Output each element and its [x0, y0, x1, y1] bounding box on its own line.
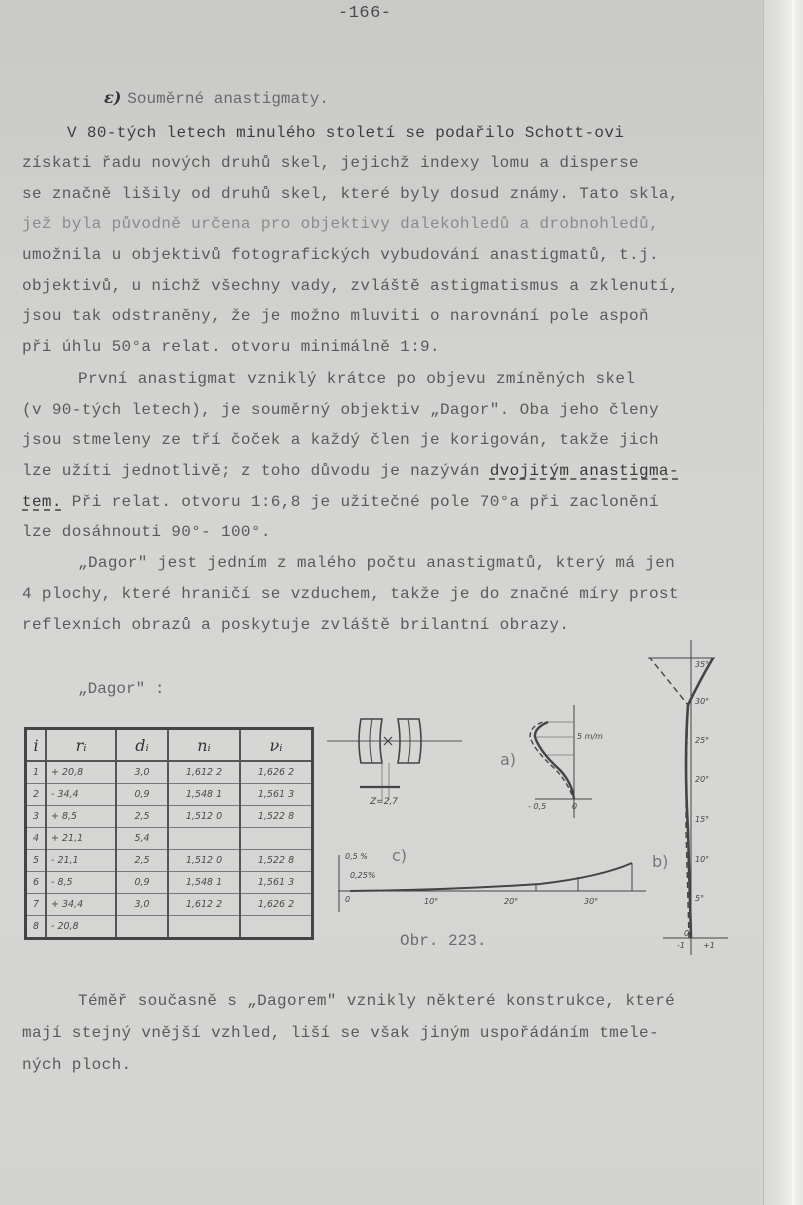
cell-r: - 8,5 [46, 872, 116, 894]
plot-b-tick-neg1: -1 [677, 941, 685, 950]
cell-n [168, 828, 240, 850]
cell-d: 0,9 [116, 784, 168, 806]
cell-i: 8 [26, 916, 47, 939]
plot-b-astigmatism [648, 640, 728, 955]
cell-r: + 34,4 [46, 894, 116, 916]
table-row [26, 784, 313, 806]
page-number: -166- [338, 4, 392, 23]
plot-b-tick-35: 35° [695, 660, 710, 669]
p1-line-5: umožnila u objektivů fotografických vybudování anastigmatů, t.j. [22, 246, 659, 264]
lens-spacing-label: Z=2,7 [370, 797, 399, 807]
cell-n: 1,512 0 [168, 806, 240, 828]
cell-v: 1,561 3 [240, 784, 313, 806]
cell-n: 1,548 1 [168, 872, 240, 894]
cell-n: 1,612 2 [168, 894, 240, 916]
plot-c-distortion [338, 855, 646, 912]
cell-i: 7 [26, 894, 47, 916]
lens-data-table [24, 727, 314, 940]
cell-r: - 20,8 [46, 916, 116, 939]
header-d: dᵢ [116, 729, 168, 762]
p1-line-4: jež byla původně určena pro objektivy dalekohledů a drobnohledů, [22, 215, 659, 233]
cell-v: 1,626 2 [240, 894, 313, 916]
cell-n [168, 916, 240, 939]
table-label: „Dagor" : [78, 680, 165, 698]
cell-n: 1,548 1 [168, 784, 240, 806]
cell-r: - 21,1 [46, 850, 116, 872]
cell-i: 5 [26, 850, 47, 872]
emphasized-term: dvojitým anastigma- [489, 462, 679, 480]
cell-d: 3,0 [116, 761, 168, 784]
plot-c-tick-10: 10° [424, 897, 439, 906]
p2-line-1: První anastigmat vzniklý krátce po objevu zmíněných skel [78, 370, 636, 388]
plot-a-tick-zero: 0 [572, 802, 578, 811]
cell-i: 4 [26, 828, 47, 850]
plot-b-tick-25: 25° [695, 736, 710, 745]
plot-c-label: c) [392, 846, 408, 865]
cell-r: + 21,1 [46, 828, 116, 850]
cell-d: 3,0 [116, 894, 168, 916]
cell-r: - 34,4 [46, 784, 116, 806]
plot-b-tick-0: 0 [684, 929, 690, 938]
table-row [26, 761, 313, 784]
plot-b-tick-15: 15° [695, 815, 710, 824]
table-row [26, 894, 313, 916]
plot-c-tick-0: 0 [345, 895, 351, 904]
table-header-row [26, 729, 313, 762]
page-edge [763, 0, 803, 1205]
table-row [26, 806, 313, 828]
cell-v: 1,522 8 [240, 850, 313, 872]
p2-line-3: jsou stmeleny ze tří čoček a každý člen je korigován, takže jich [22, 431, 659, 449]
cell-v: 1,561 3 [240, 872, 313, 894]
table-row [26, 828, 313, 850]
cell-d: 2,5 [116, 806, 168, 828]
cell-d: 5,4 [116, 828, 168, 850]
plot-b-tick-20: 20° [695, 775, 710, 784]
plot-c-tick-30: 30° [584, 897, 599, 906]
plot-b-tick-10: 10° [695, 855, 710, 864]
header-n: nᵢ [168, 729, 240, 762]
p1-line-8: při úhlu 50°a relat. otvoru minimálně 1:9. [22, 338, 440, 356]
section-marker: ε) [104, 88, 122, 107]
p2-line-4-text: lze užíti jednotlivě; z toho důvodu je nazýván [22, 462, 490, 480]
cell-r: + 8,5 [46, 806, 116, 828]
plot-b-tick-30: 30° [695, 697, 710, 706]
section-heading [104, 88, 329, 108]
table-row [26, 850, 313, 872]
p2-line-2: (v 90-tých letech), je souměrný objektiv „Dagor". Oba jeho členy [22, 401, 659, 419]
p3-line-3: reflexních obrazů a poskytuje zvláště brilantní obrazy. [22, 616, 570, 634]
p2-line-5-text: Při relat. otvoru 1:6,8 je užitečné pole 70°a při zaclonění [61, 493, 659, 511]
header-r: rᵢ [46, 729, 116, 762]
p4-line-2: mají stejný vnější vzhled, liší se však jiným uspořádáním tmele- [22, 1024, 659, 1042]
cell-i: 1 [26, 761, 47, 784]
p3-line-2: 4 plochy, které hraničí se vzduchem, takže je do značné míry prost [22, 585, 679, 603]
cell-n: 1,612 2 [168, 761, 240, 784]
cell-n: 1,512 0 [168, 850, 240, 872]
plot-c-tick-20: 20° [504, 897, 519, 906]
section-title: Souměrné anastigmaty. [127, 90, 329, 108]
p1-line-7: jsou tak odstraněny, že je možno mluviti o narovnání pole aspoň [22, 307, 649, 325]
plot-b-tick-5: 5° [695, 894, 705, 903]
table-row [26, 916, 313, 939]
cell-i: 3 [26, 806, 47, 828]
cell-d: 0,9 [116, 872, 168, 894]
p2-line-6: lze dosáhnouti 90°- 100°. [22, 523, 271, 541]
p1-line-1: V 80-tých letech minulého století se podařilo Schott-ovi [67, 124, 625, 142]
cell-v: 1,522 8 [240, 806, 313, 828]
p1-line-6: objektivů, u nichž všechny vady, zvláště astigmatismus a zklenutí, [22, 277, 679, 295]
header-v: νᵢ [240, 729, 313, 762]
cell-i: 6 [26, 872, 47, 894]
plot-b-tick-pos1: +1 [703, 941, 715, 950]
cell-v: 1,626 2 [240, 761, 313, 784]
emphasized-term-end: tem. [22, 493, 62, 511]
p3-line-1: „Dagor" jest jedním z malého počtu anastigmatů, který má jen [78, 554, 676, 572]
cell-v [240, 828, 313, 850]
p1-line-2: získati řadu nových druhů skel, jejichž indexy lomu a disperse [22, 154, 639, 172]
plot-a-tick-neg: - 0,5 [528, 802, 547, 811]
header-i: i [26, 729, 47, 762]
table-row [26, 872, 313, 894]
cell-d [116, 916, 168, 939]
p4-line-1: Téměř současně s „Dagorem" vznikly některé konstrukce, které [78, 992, 676, 1010]
p2-line-5 [22, 493, 659, 511]
p2-line-4 [22, 462, 679, 480]
plot-c-tick-025: 0,25% [350, 871, 376, 880]
p1-line-3: se značně lišily od druhů skel, které byly dosud známy. Tato skla, [22, 185, 679, 203]
plot-b-label: b) [652, 852, 669, 871]
cell-r: + 20,8 [46, 761, 116, 784]
plot-a-unit: 5 m/m [577, 732, 603, 741]
plot-a-label: a) [500, 750, 517, 769]
cell-i: 2 [26, 784, 47, 806]
p4-line-3: ných ploch. [22, 1056, 132, 1074]
cell-d: 2,5 [116, 850, 168, 872]
lens-diagram [327, 719, 462, 800]
cell-v [240, 916, 313, 939]
plot-c-tick-05: 0,5 % [345, 852, 368, 861]
figure-caption: Obr. 223. [400, 932, 487, 950]
